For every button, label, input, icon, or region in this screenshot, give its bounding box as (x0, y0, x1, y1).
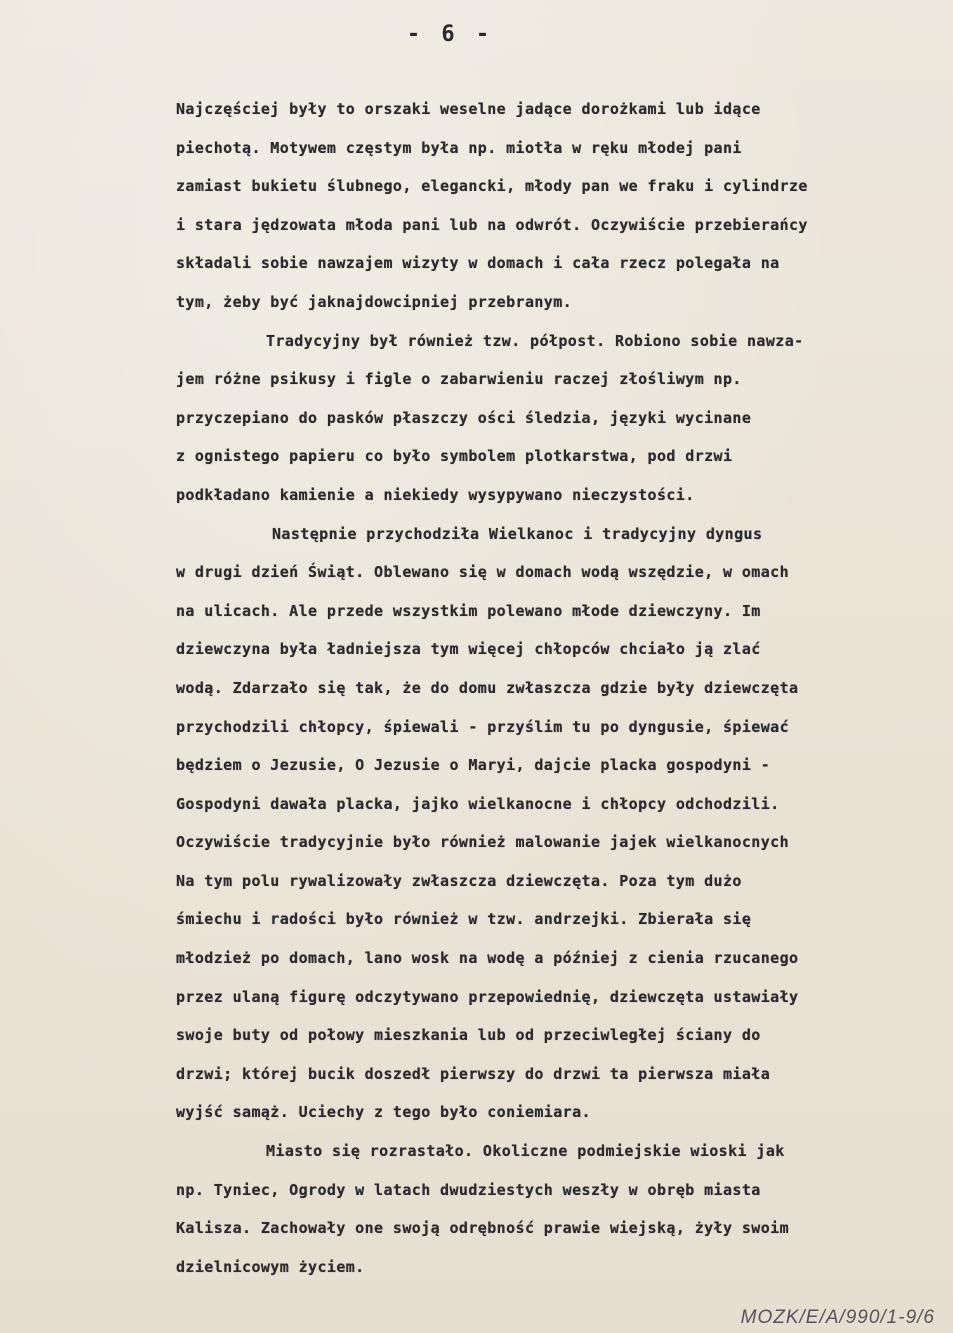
text-line: na ulicach. Ale przede wszystkim polewano młode dziewczyny. Im (176, 601, 761, 620)
text-line: młodzież po domach, lano wosk na wodę a później z cienia rzucanego (176, 949, 799, 968)
body-text (176, 90, 953, 1286)
text-line: Gospodyni dawała placka, jajko wielkanocne i chłopcy odchodzili. (176, 794, 780, 813)
text-line: składali sobie nawzajem wizyty w domach i cała rzecz polegała na (176, 254, 780, 273)
paragraph-start-line: Następnie przychodziła Wielkanoc i tradycyjny dyngus (272, 524, 763, 543)
text-line: zamiast bukietu ślubnego, elegancki, młody pan we fraku i cylindrze (176, 177, 808, 196)
text-line: wodą. Zdarzało się tak, że do domu zwłaszcza gdzie były dziewczęta (176, 678, 799, 697)
text-line: przez ulaną figurę odczytywano przepowiednię, dziewczęta ustawiały (176, 987, 799, 1006)
text-line: np. Tyniec, Ogrody w latach dwudziestych weszły w obręb miasta (176, 1180, 761, 1199)
text-line: swoje buty od połowy mieszkania lub od przeciwległej ściany do (176, 1026, 761, 1045)
text-line: przychodzili chłopcy, śpiewali - przyślim tu po dyngusie, śpiewać (176, 717, 789, 736)
text-line: i stara jędzowata młoda pani lub na odwrót. Oczywiście przebierańcy (176, 215, 808, 234)
text-line: podkładano kamienie a niekiedy wysypywano nieczystości. (176, 485, 695, 504)
text-line: Na tym polu rywalizowały zwłaszcza dziewczęta. Poza tym dużo (176, 871, 742, 890)
text-line: przyczepiano do pasków płaszczy ości śledzia, języki wycinane (176, 408, 752, 427)
text-line: drzwi; której bucik doszedł pierwszy do drzwi ta pierwsza miała (176, 1064, 771, 1083)
text-line: jem różne psikusy i figle o zabarwieniu raczej złośliwym np. (176, 370, 742, 389)
text-line: Oczywiście tradycyjnie było również malowanie jajek wielkanocnych (176, 833, 789, 852)
text-line: dziewczyna była ładniejsza tym więcej chłopców chciało ją zlać (176, 640, 761, 659)
archive-reference: MOZK/E/A/990/1-9/6 (740, 1307, 935, 1328)
text-line: śmiechu i radości było również w tzw. andrzejki. Zbierała się (176, 910, 752, 929)
text-line: Kalisza. Zachowały one swoją odrębność prawie wiejską, żyły swoim (176, 1219, 789, 1238)
text-line: dzielnicowym życiem. (176, 1257, 365, 1276)
paragraph-start-line: Tradycyjny był również tzw. półpost. Robiono sobie nawza- (266, 331, 804, 350)
text-line: w drugi dzień Świąt. Oblewano się w domach wodą wszędzie, w omach (176, 563, 789, 582)
text-line: będziem o Jezusie, O Jezusie o Maryi, dajcie placka gospodyni - (176, 756, 771, 775)
text-line: tym, żeby być jaknajdowcipniej przebranym. (176, 292, 573, 311)
page-number: - 6 - (406, 22, 494, 47)
text-line: z ognistego papieru co było symbolem plotkarstwa, pod drzwi (176, 447, 733, 466)
text-line: Najczęściej były to orszaki weselne jadące dorożkami lub idące (176, 100, 761, 118)
text-line: wyjść samąż. Uciechy z tego było coniemiara. (176, 1103, 591, 1122)
paragraph-start-line: Miasto się rozrastało. Okoliczne podmiejskie wioski jak (266, 1142, 785, 1161)
text-line: piechotą. Motywem częstym była np. miotła w ręku młodej pani (176, 138, 742, 157)
